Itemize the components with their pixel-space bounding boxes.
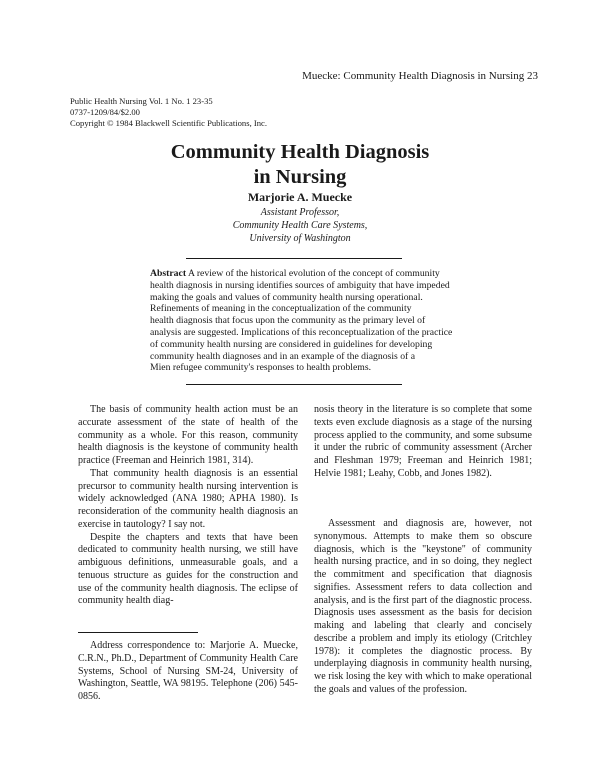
footnote-divider [78,632,198,633]
body-column-right-lower [314,518,532,697]
body-paragraph: The basis of community health action must be an accurate assessment of the state of health of the community as a whole. For this reason, community health diagnosis is the keystone of community health practice (Freeman and Heinrich 1981, 314). [78,404,298,466]
body-column-right [314,404,532,481]
copyright-notice: Copyright © 1984 Blackwell Scientific Publications, Inc. [70,118,267,128]
affiliation-line-2: Community Health Care Systems, [232,220,368,231]
correspondence-footnote [78,640,298,704]
author-name: Marjorie A. Muecke [247,190,353,204]
abstract-line: Mien refugee community's responses to health problems. [150,362,372,374]
abstract-label: Abstract [150,268,187,279]
body-paragraph: Assessment and diagnosis are, however, not synonymous. Attempts to make them so obscure diagnosis, which is the "keystone" of community health nursing practice, and in so doing, they neglect the commitment and specification that diagnosis signifies. Assessment refers to data collection and analysis, and is the first part of the diagnostic process. Diagnosis uses assessment as the basis for decision making and labeling that clearly and concisely describe a problem and imply its etiology (Critchley 1978): it completes the diagnostic process. By underplaying diagnosis in community health nursing, we risk losing the key with which to make operational the goals and values of the profession. [314,518,532,695]
body-paragraph: nosis theory in the literature is so complete that some texts even exclude diagnosis as a stage of the nursing process applied to the community, and some subsume it under the rubric of community assessment (Archer and Fleshman 1979; Freeman and Heinrich 1981; Helvie 1981; Leahy, Cobb, and Jones 1982). [314,404,532,479]
abstract-line: Abstract A review of the historical evolution of the concept of community [150,268,440,279]
footnote-text: Address correspondence to: Marjorie A. Muecke, C.R.N., Ph.D., Department of Community Health Care Systems, School of Nursing SM-24, University of Washington, Seattle, WA 98195. Telephone (206) 545-0856. [78,640,298,702]
abstract-line: health diagnosis that focus upon the community as the primary level of [150,315,426,327]
running-head: Muecke: Community Health Diagnosis in Nursing 23 [302,70,538,82]
abstract [150,268,460,374]
title-line-1: Community Health Diagnosis [170,141,430,163]
issn-code: 0737-1209/84/$2.00 [70,107,140,117]
abstract-line: community health diagnoses and in an example of the diagnosis of a [150,350,415,362]
abstract-line: analysis are suggested. Implications of this reconceptualization of the practice [150,326,453,338]
affiliation-line-1: Assistant Professor, [260,207,340,218]
abstract-line: health diagnosis in nursing identifies sources of ambiguity that have impeded [150,279,450,291]
abstract-line: making the goals and values of community health nursing operational. [150,291,423,303]
top-divider [186,258,402,259]
body-paragraph: That community health diagnosis is an essential precursor to community health nursing intervention is widely acknowledged (ANA 1980; APHA 1980). Is reconsideration of the community health diagnosis an exercise in tautology? I say not. [78,467,298,530]
publication-info [70,96,267,129]
article-title [0,140,600,190]
affiliation-line-3: University of Washington [249,233,351,244]
body-paragraph: Despite the chapters and texts that have been dedicated to community health nursing, we still have ambiguous definitions, unmeasurable goals, and a tenuous structure as guides for the construction and use of the community health diagnosis. The eclipse of community health diag- [78,531,298,607]
abstract-line: Refinements of meaning in the conceptualization of the community [150,303,412,315]
journal-citation: Public Health Nursing Vol. 1 No. 1 23-35 [70,96,213,106]
abstract-divider [186,384,402,385]
author-affiliation [0,206,600,245]
title-line-2: in Nursing [253,166,347,188]
abstract-line: of community health nursing are considered in guidelines for developing [150,338,433,350]
body-column-left [78,404,298,608]
